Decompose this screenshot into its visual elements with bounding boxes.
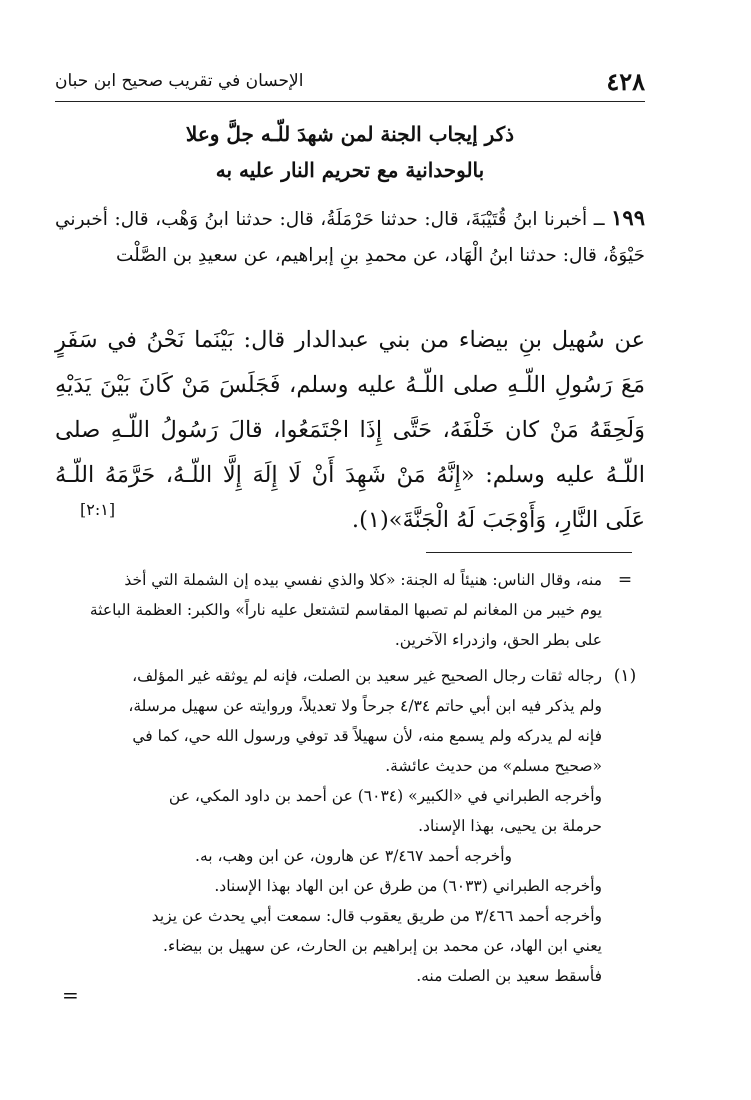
hadith-isnad [55,200,645,274]
running-head [55,66,645,96]
footnote-line: منه، وقال الناس: هنيئاً له الجنة: «كلا والذي نفسي بيده إن الشملة التي أخذ [124,571,602,589]
footnotes [55,565,640,997]
header-rule [55,101,645,102]
continuation-marker: = [617,570,633,590]
footnote-line: رجاله ثقات رجال الصحيح غير سعيد بن الصلت، فإنه لم يوثقه غير المؤلف، [132,667,602,685]
footnote-line: فإنه لم يدركه ولم يسمع منه، لأن سهيلاً قد توفي ورسول الله حي، كما في [132,727,602,745]
footnote-line: وأخرجه أحمد ٣/٤٦٧ عن هارون، عن ابن وهب، به. [195,847,512,865]
footnote-line: حرملة بن يحيى، بهذا الإسناد. [418,817,602,835]
footnote-line: وأخرجه الطبراني (٦٠٣٣) من طرق عن ابن الهاد بهذا الإسناد. [214,877,602,895]
page-number: ٤٢٨ [606,66,645,96]
footnote-line: ولم يذكر فيه ابن أبي حاتم ٤/٣٤ جرحاً ولا تعديلاً، وروايته عن سهيل مرسلة، [128,697,602,715]
hadith-matn: عن سُهيل بنِ بيضاء من بني عبدالدار قال: بَيْنَما نَحْنُ في سَفَرٍ مَعَ رَسُولِ اللّـهِ صلى اللّـهُ عليه وسلم، فَجَلَسَ مَنْ كَانَ بَيْنَ يَدَيْهِ وَلَحِقَهُ مَنْ كان خَلْفَهُ، حَتَّى إِذَا اجْتَمَعُوا، قالَ رَسُولُ اللّـهِ صلى اللّـهُ عليه وسلم: «إِنَّهُ مَنْ شَهِدَ أَنْ لَا إِلَهَ إِلَّا اللّـهُ، حَرَّمَهُ اللّـهُ عَلَى النَّارِ، وَأَوْجَبَ لَهُ الْجَنَّةَ»(١). [55,327,645,533]
chapter-heading [80,116,620,188]
chapter-heading-line-1: ذكر إيجاب الجنة لمن شهدَ للّـه جلَّ وعلا [185,122,515,146]
book-title: الإحسان في تقريب صحيح ابن حبان [55,71,304,91]
footnote-continued [55,565,640,655]
footnote-line: وأخرجه أحمد ٣/٤٦٦ من طريق يعقوب قال: سمعت أبي يحدث عن يزيد [151,907,602,925]
footnote-line: يعني ابن الهاد، عن محمد بن إبراهيم بن الحارث، عن سهيل بن بيضاء. [163,937,602,955]
continues-next-page-marker: = [62,983,79,1007]
footnote-line: وأخرجه الطبراني في «الكبير» (٦٠٣٤) عن أحمد بن داود المكي، عن [168,787,602,805]
footnote-line: فأسقط سعيد بن الصلت منه. [416,967,602,985]
hadith-number: ١٩٩ [611,205,645,230]
chapter-heading-line-2: بالوحدانية مع تحريم النار عليه به [215,158,485,182]
footnote-line: على بطر الحق، وازدراء الآخرين. [394,631,602,649]
isnad-text: أخبرنا ابنُ قُتَيْبَةَ، قال: حدثنا حَرْمَلَةُ، قال: حدثنا ابنُ وَهْب، قال: أخبرني حَيْوَةُ، قال: حدثنا ابنُ الْهَاد، عن محمدِ بنِ إبراهيم، عن سعيدِ بن الصَّلْت [55,209,645,266]
footnote-separator [426,552,632,553]
footnote-line: «صحيح مسلم» من حديث عائشة. [385,757,602,775]
hadith-grading: [٢:١] [80,500,116,519]
footnote-1 [55,661,640,991]
footnote-marker: (١) [613,666,637,686]
hadith-dash: ــ [593,209,605,230]
footnote-line: يوم خيبر من المغانم لم تصبها المقاسم لتشتعل عليه ناراً» والكبر: العظمة الباعثة [89,601,602,619]
